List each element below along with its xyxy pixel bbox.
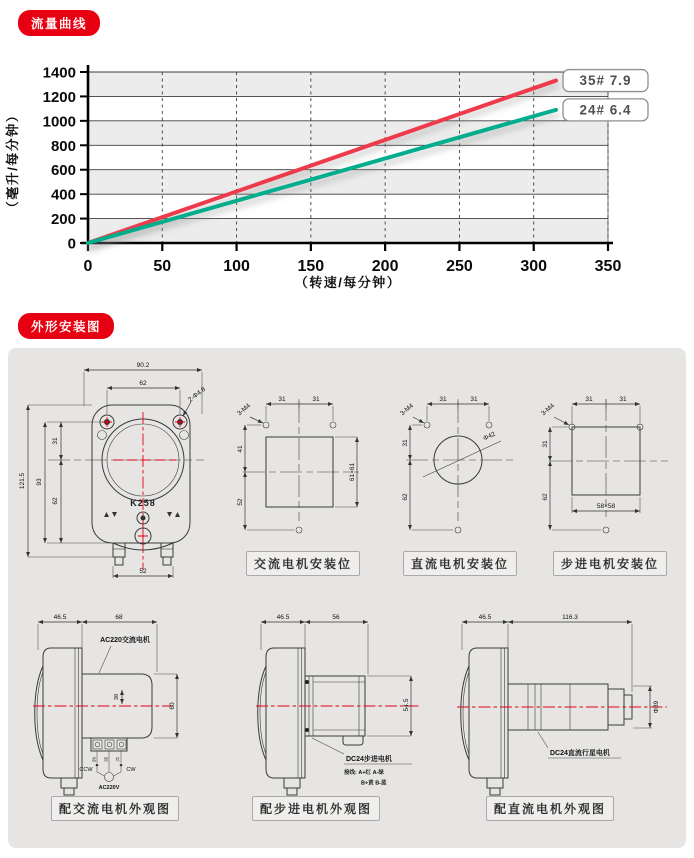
wire-label-1: 蓝 [91,757,97,762]
dim-lower-label: 62 [542,493,549,501]
dim-diameter-label: Φ39 [653,700,660,714]
ac-mount-drawing [233,385,383,545]
motor-annotation: DC24直流行星电机 [550,750,610,757]
diameter-line [423,441,501,477]
pump-foot-tip [490,788,500,795]
dim-top-right-label: 31 [619,396,627,403]
pump-foot [487,778,503,788]
legend-label-1: 24# 6.4 [579,102,632,118]
x-tick-label: 200 [371,258,399,275]
dim-port-span-label: 52 [139,568,147,575]
caption-step-mount: 步进电机安装位 [553,551,667,576]
dim-body-label: 60 [169,702,176,710]
ac-side-view-drawing [25,612,200,802]
section-label-flow-curve: 流量曲线 [18,10,100,36]
y-tick-label: 600 [50,162,76,180]
plot-band [88,121,608,145]
caption-ac-side: 配交流电机外观图 [51,796,179,821]
pump-lens [258,666,266,760]
drawings-panel [8,348,686,848]
caption-dc-side: 配直流电机外观图 [486,796,614,821]
hole-note-label: 3-M4 [540,402,556,418]
plot-band [88,170,608,194]
dim-upper-label: 41 [237,445,244,453]
cw-label: CW [126,767,136,773]
x-tick-label: 250 [446,258,473,275]
dim-upper-label: 31 [402,439,409,447]
dim-top-right-label: 31 [470,396,478,403]
pump-lens-inner [260,672,266,754]
hole-note-leader [554,417,569,425]
capacitor-symbol [105,773,114,782]
y-tick-label: 200 [50,211,76,229]
plot-band [88,72,608,96]
x-tick-label: 150 [297,258,325,275]
step-mount-drawing [538,385,688,545]
dim-upper-label: 31 [542,440,549,448]
dc-side-view-drawing [445,612,680,802]
y-tick-label: 800 [50,137,76,155]
dim-lower-label: 62 [402,493,409,501]
power-label: AC220V [98,785,120,791]
hole-right-small [180,431,189,440]
dim-lower-offset-label: 62 [52,497,59,505]
wiring-line-1: 接线: A+红 A-绿 [344,770,384,776]
annotation-leader [312,738,344,754]
mount-hole [424,422,430,428]
caption-dc-mount: 直流电机安装位 [403,551,517,576]
hole-note-leader [413,417,424,423]
legend-label-0: 35# 7.9 [579,73,632,89]
dim-pump-label: 46.5 [276,614,290,621]
mount-screw [305,680,309,684]
dim-body-label: 54.5 [403,698,410,712]
step-side-view-drawing [248,612,438,802]
dim-square-label: 58×58 [596,503,616,510]
dim-motor-label: 56 [332,614,340,621]
mount-hole [263,422,269,428]
pump-lens-inner [463,672,469,754]
dim-total-height-label: 121.5 [19,472,26,490]
dim-circle-label: Φ42 [482,430,497,443]
connector-tab [343,736,363,745]
dim-motor-label: 116.3 [562,614,578,621]
dim-pump-label: 46.5 [478,614,492,621]
screw-right-crosshair [175,417,185,427]
dim-top-left-label: 31 [585,396,593,403]
flow-curve-chart [0,55,694,305]
dim-top-left-label: 31 [278,396,286,403]
dim-motor-label: 68 [115,614,123,621]
hole-note-leader [250,417,263,423]
hole-note-label: 3-M4 [399,402,415,418]
dim-shaft-label: 38 [114,693,120,701]
pump-lens [35,666,43,760]
bottom-screw-center [141,516,146,521]
dim-square-label: 61×61 [349,462,356,482]
x-tick-label: 300 [520,258,548,275]
motor-annotation: DC24步进电机 [346,756,392,763]
y-tick-label: 1000 [42,113,76,131]
hole-left-small [98,431,107,440]
x-tick-label: 100 [223,258,250,275]
screw-left-crosshair [102,417,112,427]
mount-hole [455,527,461,533]
section-label-outline-drawings: 外形安装图 [18,313,114,339]
mount-screw [305,728,309,732]
hole-note-label: 2-Φ4.8 [187,385,208,404]
pump-foot-tip [287,788,297,795]
port-crosshair [138,531,148,541]
dim-screw-span-label: 62 [139,380,147,387]
motor-annotation: AC220交流电机 [100,637,150,644]
dc-mount-drawing [398,385,538,545]
x-tick-label: 350 [594,258,622,275]
dim-lower-label: 52 [237,498,244,506]
y-tick-label: 1400 [42,64,76,82]
dim-pump-label: 46.5 [53,614,67,621]
y-tick-label: 0 [67,235,76,253]
y-tick-label: 400 [50,186,76,204]
ccw-label: CCW [79,767,93,773]
pump-lens-inner [37,672,43,754]
wire-label-3: 红 [115,757,121,762]
nozzle-right-tip [163,557,171,565]
pump-front-view-drawing [18,356,218,586]
pump-bracket [43,648,82,778]
wire-label-2: 黑 [103,757,109,762]
x-tick-label: 50 [153,258,172,275]
pump-foot-tip [64,788,74,795]
dim-width-label: 90.2 [136,362,150,369]
y-axis-title: （毫升/每分钟） [5,107,20,215]
dim-center-offset-label: 31 [52,437,59,445]
dim-top-left-label: 31 [439,396,447,403]
mount-hole [603,527,609,533]
x-tick-label: 0 [83,258,93,275]
dim-body-height-label: 93 [36,478,43,486]
x-axis-title: （转速/每分钟） [294,275,402,290]
pump-foot [284,778,300,788]
caption-ac-mount: 交流电机安装位 [246,551,360,576]
hole-note-label: 3-M4 [236,402,252,418]
mount-hole [296,527,302,533]
nozzle-left-tip [115,557,123,565]
pump-lens [461,666,469,760]
mount-hole [486,422,492,428]
caption-step-side: 配步进电机外观图 [252,796,380,821]
model-label: K258 [130,498,156,508]
wiring-line-2: B+黄 B-蓝 [361,780,387,787]
pump-bracket [266,648,305,778]
pump-bracket [469,648,508,778]
wiring-links [97,763,121,776]
pump-foot [61,778,77,788]
dim-top-right-label: 31 [312,396,320,403]
mount-hole [330,422,336,428]
motor-annotation-leader [99,646,111,673]
annotation-leader [538,732,548,748]
y-tick-label: 1200 [42,88,76,106]
